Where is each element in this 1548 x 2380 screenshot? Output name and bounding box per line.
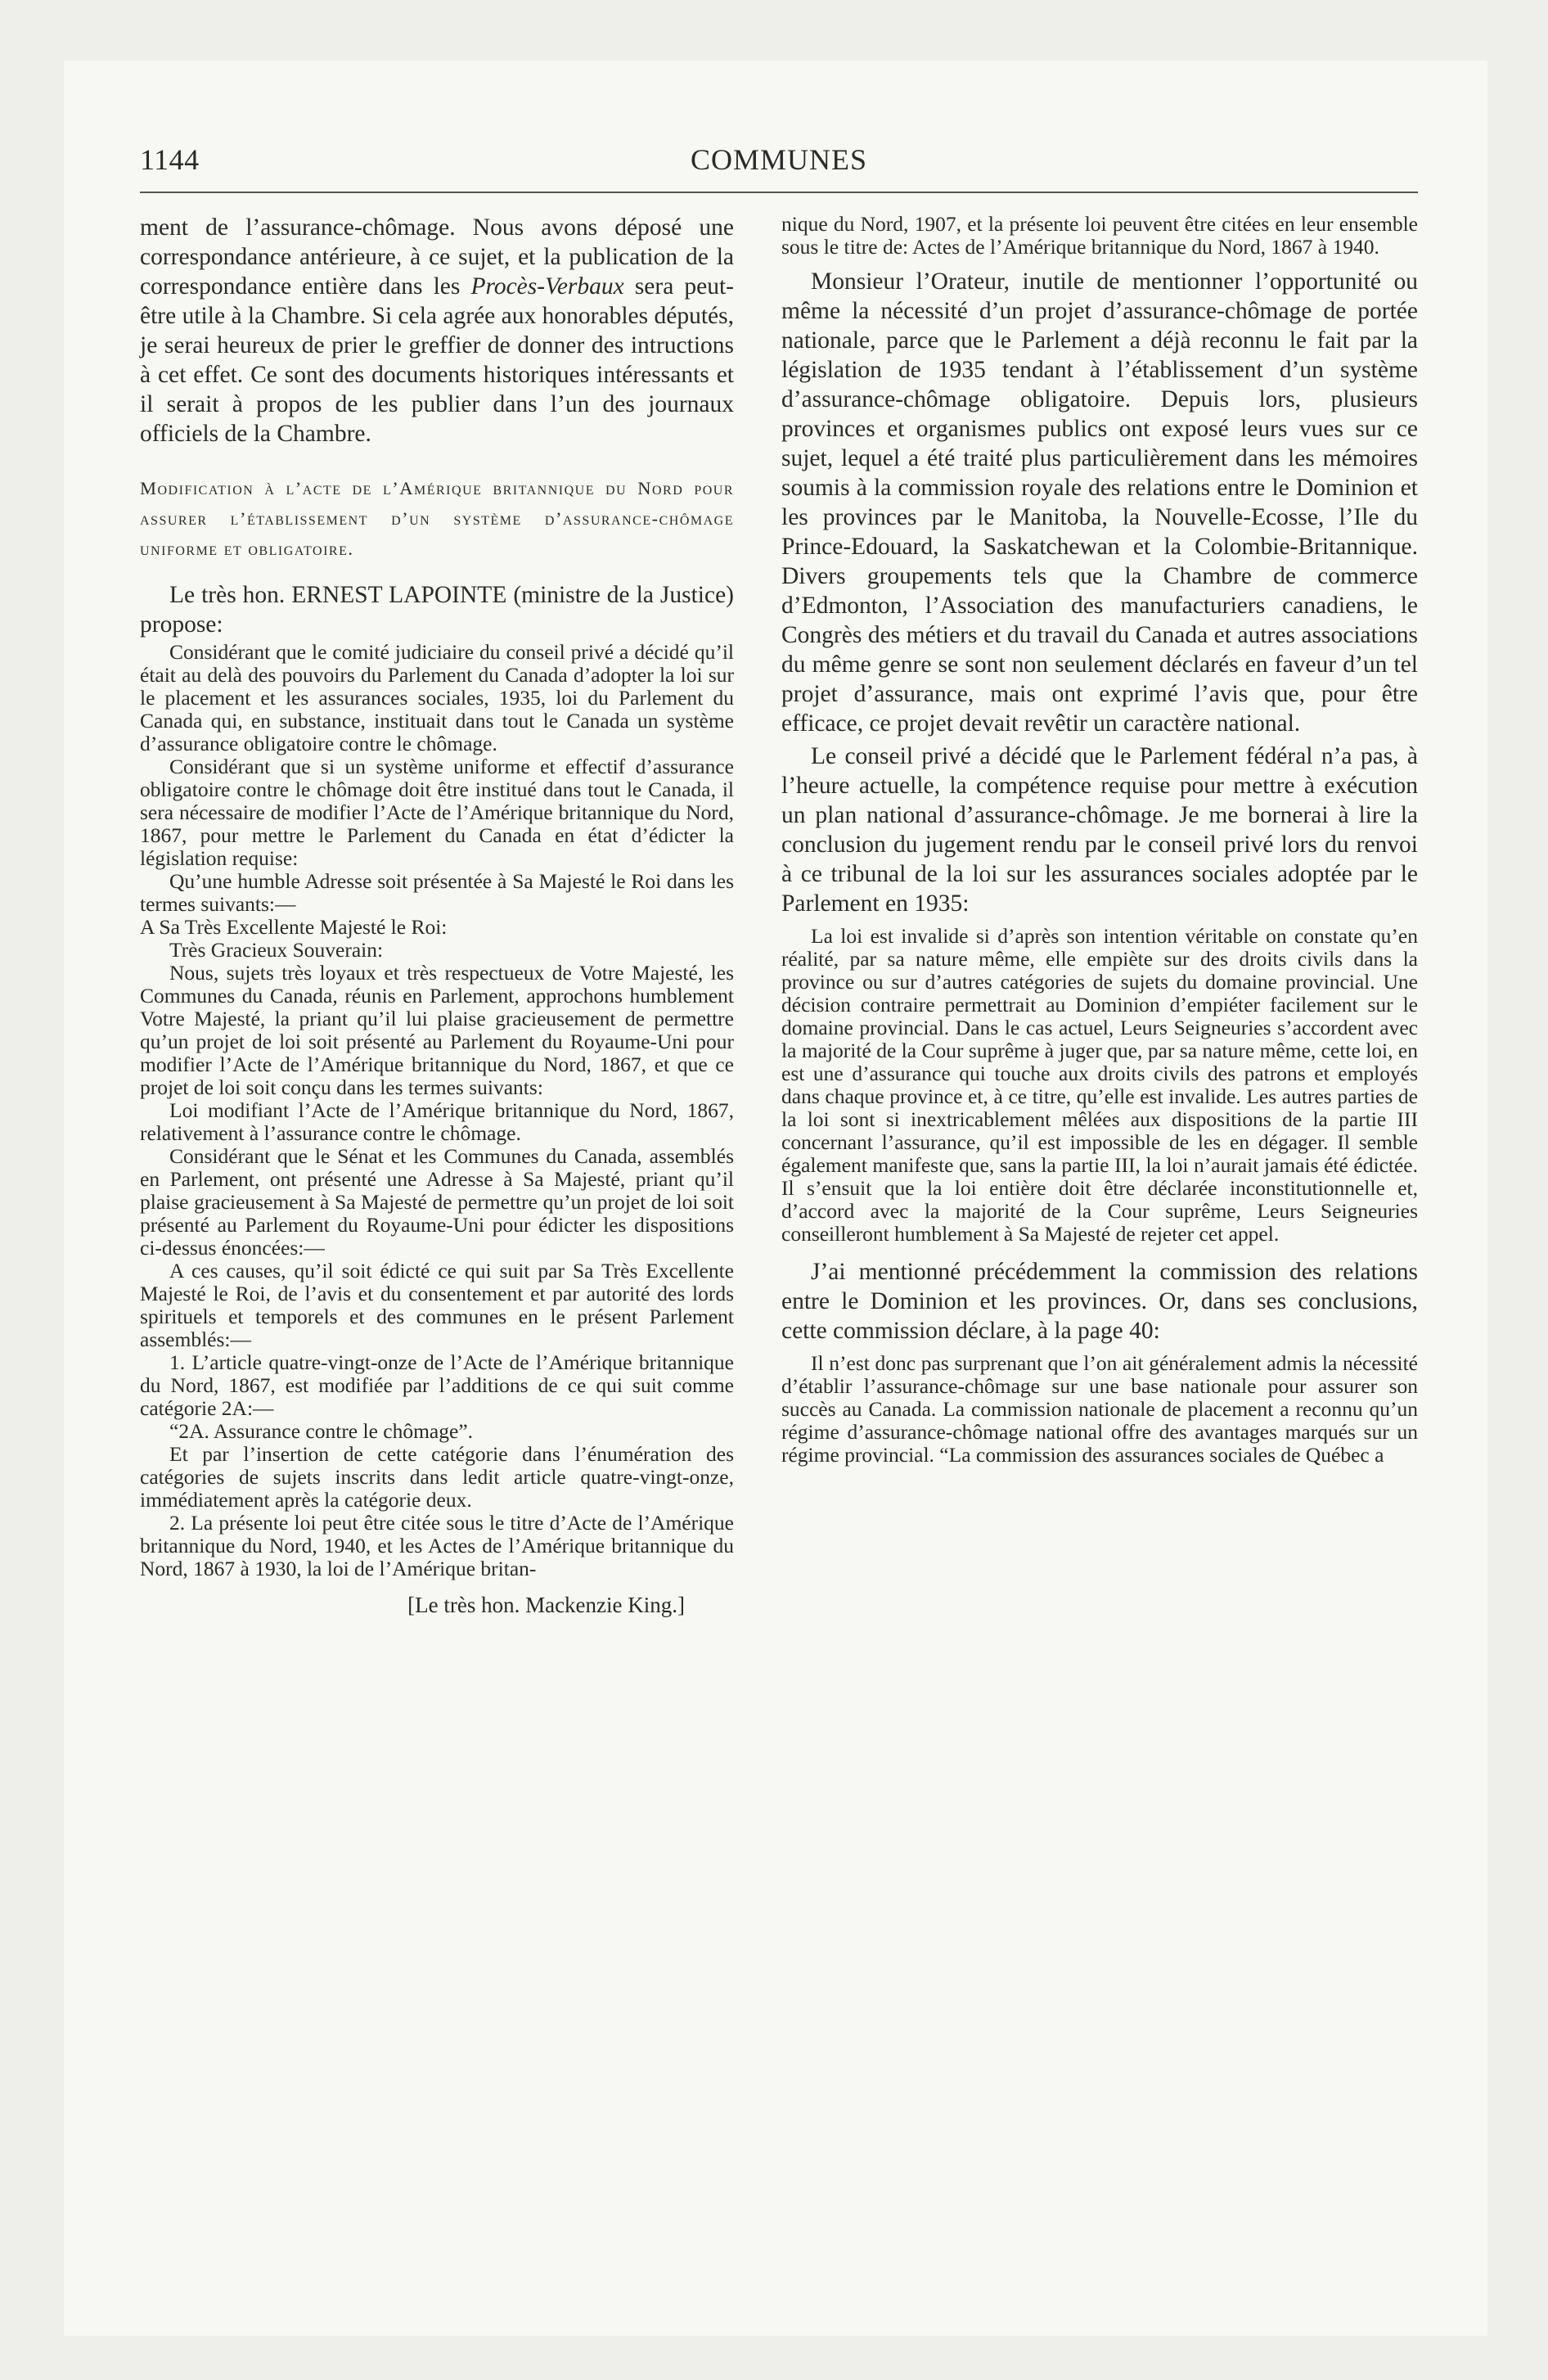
paragraph: Monsieur l’Orateur, inutile de mentionner l’opportunité ou même la nécessité d’un projet d’assurance-chômage de portée nationale, parce que le Parlement a déjà reconnu le fait par la législation de 1935 tendant à l’établissement d’un système d’assurance-chômage obligatoire. Depuis lors, plusieurs provinces et organismes publics ont exposé leurs vues sur ce sujet, lequel a été traité plus particulièrement dans les mémoires soumis à la commission royale des relations entre le Dominion et les provinces par le Manitoba, la Nouvelle-Ecosse, l’Ile du Prince-Edouard, la Saskatchewan et la Colombie-Britannique. Divers groupements tels que la Chambre de commerce d’Edmonton, l’Association des manufacturiers canadiens, le Congrès des métiers et du travail du Canada et autres associations du même genre se sont non seulement déclarés en faveur d’un tel projet d’assurance, mais ont exprimé l’avis que, pour être efficace, ce projet devait revêtir un caractère national.	[781, 268, 1418, 737]
quote-paragraph: nique du Nord, 1907, et la présente loi peuvent être citées en leur ensemble sous le titre de: Actes de l’Amérique britannique du Nord, 1867 à 1940.	[781, 212, 1418, 259]
right-column	[781, 213, 1418, 1467]
quoted-text	[781, 213, 1418, 259]
quoted-text	[781, 1352, 1418, 1467]
resolution-paragraph: A Sa Très Excellente Majesté le Roi:	[140, 915, 448, 939]
page-number: 1144	[140, 143, 200, 176]
left-column	[140, 213, 734, 1621]
header-rule	[140, 192, 1418, 193]
resolution-paragraph: “2A. Assurance contre le chômage”.	[169, 1419, 474, 1443]
resolution-paragraph: Considérant que le comité judiciaire du conseil privé a décidé qu’il était au delà des pouvoirs du Parlement du Canada d’adopter la loi sur le placement et les assurances sociales, 1935, loi du Parlement du Canada qui, en substance, instituait dans tout le Canada un système d’assurance obligatoire contre le chômage.	[140, 640, 734, 755]
quote-paragraph: La loi est invalide si d’après son intention véritable on constate qu’en réalité, par sa nature même, elle empiète sur des droits civils dans la province ou sur d’autres catégories de sujets du domaine provincial. Une décision contraire permettrait au Dominion d’empiéter facilement sur le domaine provincial. Dans le cas actuel, Leurs Seigneuries s’accordent avec la majorité de la Cour suprême à juger que, par sa nature même, cette loi, en est une d’assurance qui touche aux droits civils des patrons et employés dans chaque province et, à ce titre, qu’elle est invalide. Les autres parties de la loi sont si inextricablement mêlées aux dispositions de la partie III concernant l’assurance, qu’il est impossible de les en dégager. Il semble également manifeste que, sans la partie III, la loi n’aurait jamais été édictée. Il s’ensuit que la loi entière doit être déclarée inconstitutionnelle et, d’accord avec la majorité de la Cour suprême, Leurs Seigneuries conseilleront humblement à Sa Majesté de rejeter cet appel.	[781, 924, 1418, 1246]
resolution-paragraph: Nous, sujets très loyaux et très respectueux de Votre Majesté, les Communes du Canada, réunis en Parlement, approchons humblement Votre Majesté, la priant qu’il lui plaise gracieusement de permettre qu’un projet de loi soit présenté au Parlement du Royaume-Uni pour modifier l’Acte de l’Amérique britannique du Nord, 1867, et que ce projet de loi soit conçu dans les termes suivants:	[140, 961, 734, 1099]
resolution-paragraph: Et par l’insertion de cette catégorie dans l’énumération des catégories de sujets inscrits dans ledit article quatre-vingt-onze, immédiatement après la catégorie deux.	[140, 1442, 734, 1512]
quote-paragraph: Il n’est donc pas surprenant que l’on ait généralement admis la nécessité d’établir l’assurance-chômage sur une base nationale pour assurer son succès au Canada. La commission nationale de placement a reconnu qu’un régime d’assurance-chômage national offre des avantages marqués sur un régime provincial. “La commission des assurances sociales de Québec a	[781, 1351, 1418, 1467]
paragraph: J’ai mentionné précédemment la commission des relations entre le Dominion et les provinces. Or, dans ses conclusions, cette commission déclare, à la page 40:	[781, 1259, 1418, 1344]
speaker-signature: [Le très hon. Mackenzie King.]	[407, 1593, 685, 1617]
resolution-paragraph: A ces causes, qu’il soit édicté ce qui suit par Sa Très Excellente Majesté le Roi, de l’avis et du consentement et par autorité des lords spirituels et temporels et des communes en le présent Parlement assemblés:—	[140, 1259, 734, 1351]
resolution-paragraph: Qu’une humble Adresse soit présentée à Sa Majesté le Roi dans les termes suivants:—	[140, 869, 734, 916]
paragraph: ment de l’assurance-chômage. Nous avons déposé une correspondance antérieure, à ce sujet, et la publication de la correspondance entière dans les Procès-Verbaux sera peut-être utile à la Chambre. Si cela agrée aux honorables députés, je serai heureux de prier le greffier de donner des intructions à cet effet. Ce sont des documents historiques intéressants et il serait à propos de les publier dans l’un des journaux officiels de la Chambre.	[140, 214, 734, 447]
speaker-line: Le très hon. ERNEST LAPOINTE (ministre de la Justice) propose:	[140, 582, 734, 638]
resolution-text	[140, 641, 734, 1580]
resolution-paragraph: Très Gracieux Souverain:	[169, 938, 384, 962]
resolution-paragraph: 2. La présente loi peut être citée sous le titre d’Acte de l’Amérique britannique du Nord, 1940, et les Actes de l’Amérique britannique du Nord, 1867 à 1930, la loi de l’Amérique britan-	[140, 1511, 734, 1580]
resolution-paragraph: 1. L’article quatre-vingt-onze de l’Acte de l’Amérique britannique du Nord, 1867, est modifiée par l’additions de ce qui suit comme catégorie 2A:—	[140, 1350, 734, 1420]
resolution-paragraph: Considérant que si un système uniforme et effectif d’assurance obligatoire contre le chômage doit être institué dans tout le Canada, il sera nécessaire de modifier l’Acte de l’Amérique britannique du Nord, 1867, pour mettre le Parlement du Canada en état d’édicter la législation requise:	[140, 755, 734, 870]
running-head: COMMUNES	[690, 143, 868, 176]
page-header	[140, 142, 1418, 192]
page-sheet	[64, 61, 1487, 2336]
section-heading: Modification à l’acte de l’Amérique britannique du Nord pour assurer l’établissement d’un système d’assurance-chômage uniforme et obligatoire.	[140, 478, 734, 559]
quoted-text	[781, 925, 1418, 1246]
italic-title: Procès-Verbaux	[470, 273, 624, 300]
paragraph: Le conseil privé a décidé que le Parlement fédéral n’a pas, à l’heure actuelle, la compétence requise pour mettre à exécution un plan national d’assurance-chômage. Je me bornerai à lire la conclusion du jugement rendu par le conseil privé lors du renvoi à ce tribunal de la loi sur les assurances sociales adoptée par le Parlement en 1935:	[781, 743, 1418, 917]
resolution-paragraph: Loi modifiant l’Acte de l’Amérique britannique du Nord, 1867, relativement à l’assurance contre le chômage.	[140, 1098, 734, 1145]
resolution-paragraph: Considérant que le Sénat et les Communes du Canada, assemblés en Parlement, ont présenté une Adresse à Sa Majesté, priant qu’il plaise gracieusement à Sa Majesté de permettre qu’un projet de loi soit présenté au Parlement du Royaume-Uni pour édicter les dispositions ci-dessus énoncées:—	[140, 1144, 734, 1260]
